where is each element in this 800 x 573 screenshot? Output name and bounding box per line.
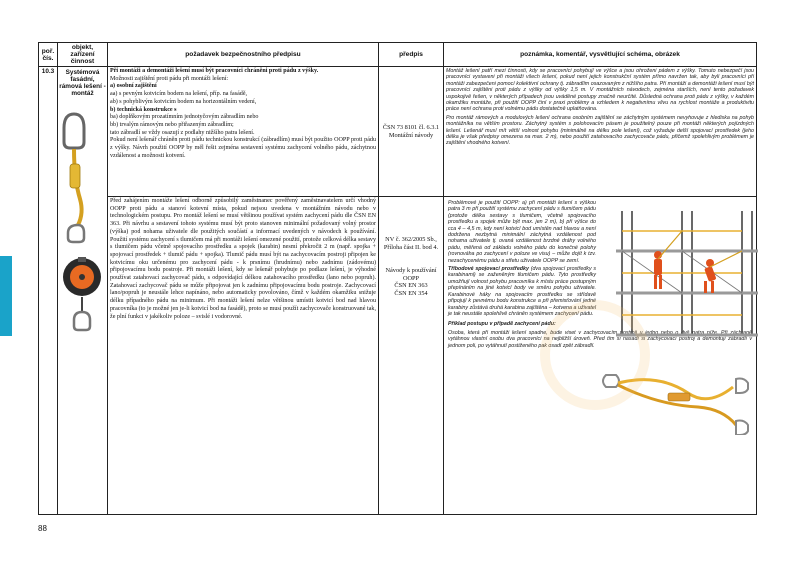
requirement-line: aa) s pevným kotvicím bodem na lešení, příp. na fasádě, [110,91,248,98]
header-number: poř. čís. [39,43,58,67]
requirement-cell-2 [108,197,379,515]
requirement-line: Pokud není lešenář chráněn proti pádu technickou konstrukcí (zábradlím) musí být použito OOPP proti pádu z výšky. Návrh použití OOPP by měl řešit zejména sestavení systému zachycení volného pádu, záchytnou vzdálenost a možnosti kotvení. [110,137,376,159]
scaffold-workers-icon [602,201,762,341]
regulation-ref: ČSN EN 363 [394,282,428,290]
table-row [39,67,757,197]
requirement-line: bb) trvalým rámovým nebo přiřazeným zábradlím; [110,121,234,128]
requirement-line: ab) s pohyblivým kotvicím bodem na horizontálním vedení, [110,98,257,105]
note-text: Osoba, která při montáži lešení spadne, bude viset v zachycovacím postroji u jedno nebo o dvě patra níže. Při záchraně vytáhnou vlastní osobu dva pracovníci na nejbližší úroveň. Před tím si nasadí si zachycovací postroj a demontují zábradlí v jednom poli, po vytáhnutí postiženého pak osadí zpět zábradlí. [448,329,752,349]
page-number: 88 [38,524,47,533]
note-text: (dva spojovací prostředky s karabinami) se zaženěným tlumičem pádu. Tyto prostředky umožňují volnost pohybu pracovníka k místu práce postupným přepínáním na jiné kotvicí body ve směru pohybu uživatele. Karabinové háky na spojovacím prostředku se střídavě připojují k pevnému bodu konstrukce a při přemisťování jedné karabiny zůstává druhá karabina zajištěna – kotvena a uživatel je tak neustále spolehlivě chráněn systémem zachycení pádu. [448,266,596,317]
note-subtitle: Příklad postupu v případě zachycení pádu: [448,321,556,328]
regulation-ref: NV č. 362/2005 Sb., Příloha část II. bod 4. [383,236,439,251]
note-text: Montáž lešení patří mezi činnosti, kdy se pracovníci pohybují ve výšce a jsou ohroženi pádem z výšky. Tomuto nebezpečí jsou pracovníci vystaveni při montáži všech lešení, pokud není jejich konstrukční systém přímo navržen tak, aby byli pracovníci při montáži zabezpečeni pomocí kolektivní ochrany tj. zábradlím osazovaným z nižšího patra. Při montáži a demontáži lešení musí být pracovníci zajištěni proti pádu z výšky od výšky 1,5 m. V montážních návodech, zejména starších, není tento požadavek uspokojivě řešen, v některých případech jsou uváděné postupy značně neurčité. Důsledná ochrana proti pádu z výšky, v každém okamžiku montáže, při použití OOPP činí v praxi problémy a vzhledem k negativnímu vlivu na rychlost montáže a produktivitu práce není ochrana proti volnému pádu dostatečně uplatňována. [446,68,754,113]
retractable-fall-arrester-icon [59,257,105,377]
header-requirement: požadavek bezpečnostního předpisu [108,43,379,67]
note-text: Problémové je použití OOPP: a) při montáži lešení s výškou patra 3 m při použití systému zachycení pádu s tlumičem pádu (protože délka sestavy s tlumičem, včetně spojovacího prostředku a spojek může být max. jen 2 m), b) při výšce do cca 4 – 4,5 m, kdy není kotvicí bod umístěn nad hlavou a není dodržena nezbytná minimální záchytná vzdálenost pod nohama uživatele tj. ovaná vzdálenost brzdné dráhy volného pádu, měřená od základu volného pádu do konečné polohy (rovnováha po zachycení v poloze ve visu) – může dojít k tzv. nezachycenému pádu a střetu uživatele OOPP se zemí. [448,200,596,264]
regulation-ref: ČSN EN 354 [394,289,428,297]
requirement-line: a) osobní zajištění [110,83,157,90]
requirement-line: tato zábradlí se vždy osazují z podlahy nižšího patra lešení. [110,129,255,136]
page-side-tab [0,256,12,336]
requirement-text: Před zahájením montáže lešení odborně způsobilý zaměstnanec pověřený zaměstnavatelem určí vhodný OOPP proti pádu a stanoví kotevní místa, pokud nejsou uvedena v montážním návodu nebo v technologickém postupu. Pro montáž lešení se musí většinou používat systém zachycení pádu dle ČSN EN 363. Při návrhu a sestavení tohoto systému musí být proto stanoven minimální požadovaný volný prostor (výška) pod nohama uživatele dle použitých součástí a informací uvedených v návodech k používání. Použití systému zachycení s tlumičem má při montáži lešení omezené použití, protože celková délka sestavy s tlumičem pádu včetně spojovacího prostředku a spojek (karabin) nesmí překročit 2 m (např. spojka + spojovací prostředek + tlumič pádu + spojka). Tlumič pádu musí být na zachycovacím postroji připojen ke kotvicímu oku určenému pro zachycení pádu - k prsnímu (hrudnímu) nebo zadnímu (zádovému) připojovacímu bodu postroje. Při montáži lešení, kdy se lešenář pohybuje po podlaze lešení, je výhodné používat zatahovací zachycovač pádu, s odpovídající délkou zatahovacího prostředku (lano nebo popruh). Zatahovací zachycovač pádu se může připojovat jen k zadnímu připojovacímu bodu postroje. Zachycovací lano/popruh je neustále lehce napínáno, nebo automaticky povolováno, čímž v každém okamžiku snižuje délku případného pádu na minimum. Při montáži lešení nelze většinou umístit kotvicí bod nad hlavou pracovníka (to je možné jen je-li kotvicí bod na fasádě), proto se musí použít zachycovače konstruované tak, že plní funkci v jakékoliv poloze – svislé i vodorovné. [110,198,376,320]
row-number: 10.3 [39,67,58,515]
regulation-ref: Návody k používání OOPP [385,267,437,282]
note-subtitle: Třibodové spojovací prostředky [448,266,529,273]
note-cell-2 [444,197,757,515]
twin-lanyard-icon [598,365,758,435]
carabiner-lanyard-icon [60,109,106,244]
table-header-row [39,43,757,67]
note-text: Pro montáž rámových a modulových lešení ochrana osobním zajištění se záchytným systémem nevyhovuje z hlediska na pohyb montážníka na větším prostoru. Záchytný systém s polohovacím pásem je použitelný pouze při montáži některých pojízdných lešení. Lešenář musí mít větší volnost pohybu (minimálně na délku pole lešení), což vyžaduje delší spojovací prostředek (jeho délka je však předpisy omezena na max. 2 m), nebo použití zatahovacího zachycovače pádu, přičemž spolehlivým problémem je zajištění vhodného kotvení. [446,114,754,147]
regulation-cell-2 [379,197,444,515]
header-regulation: předpis [379,43,444,67]
requirement-line: b) technická konstrukce s [110,106,177,113]
regulation-table [38,42,757,515]
subject-images [58,99,107,399]
requirement-cell-1 [108,67,379,197]
regulation-ref: ČSN 73 8101 čl. 6.3.1 Montážní návody [382,123,440,139]
requirement-line: ba) doplňkovým prozatímním jednotyčovým zábradlím nebo [110,114,259,121]
table-row [39,197,757,515]
header-note: poznámka, komentář, vysvětlující schéma, obrázek [444,43,757,67]
regulation-cell-1 [379,67,444,197]
requirement-line: Možnosti zajištění proti pádu při montáži lešení: [110,75,229,82]
requirement-title: Při montáži a demontáži lešení musí být pracovníci chráněni proti pádu z výšky. [110,68,319,74]
row-subject: Systémová fasádní, rámová lešení - montáž [59,69,106,97]
note-cell-1 [444,67,757,197]
header-subject: objekt, zařízení činnost [58,43,108,67]
